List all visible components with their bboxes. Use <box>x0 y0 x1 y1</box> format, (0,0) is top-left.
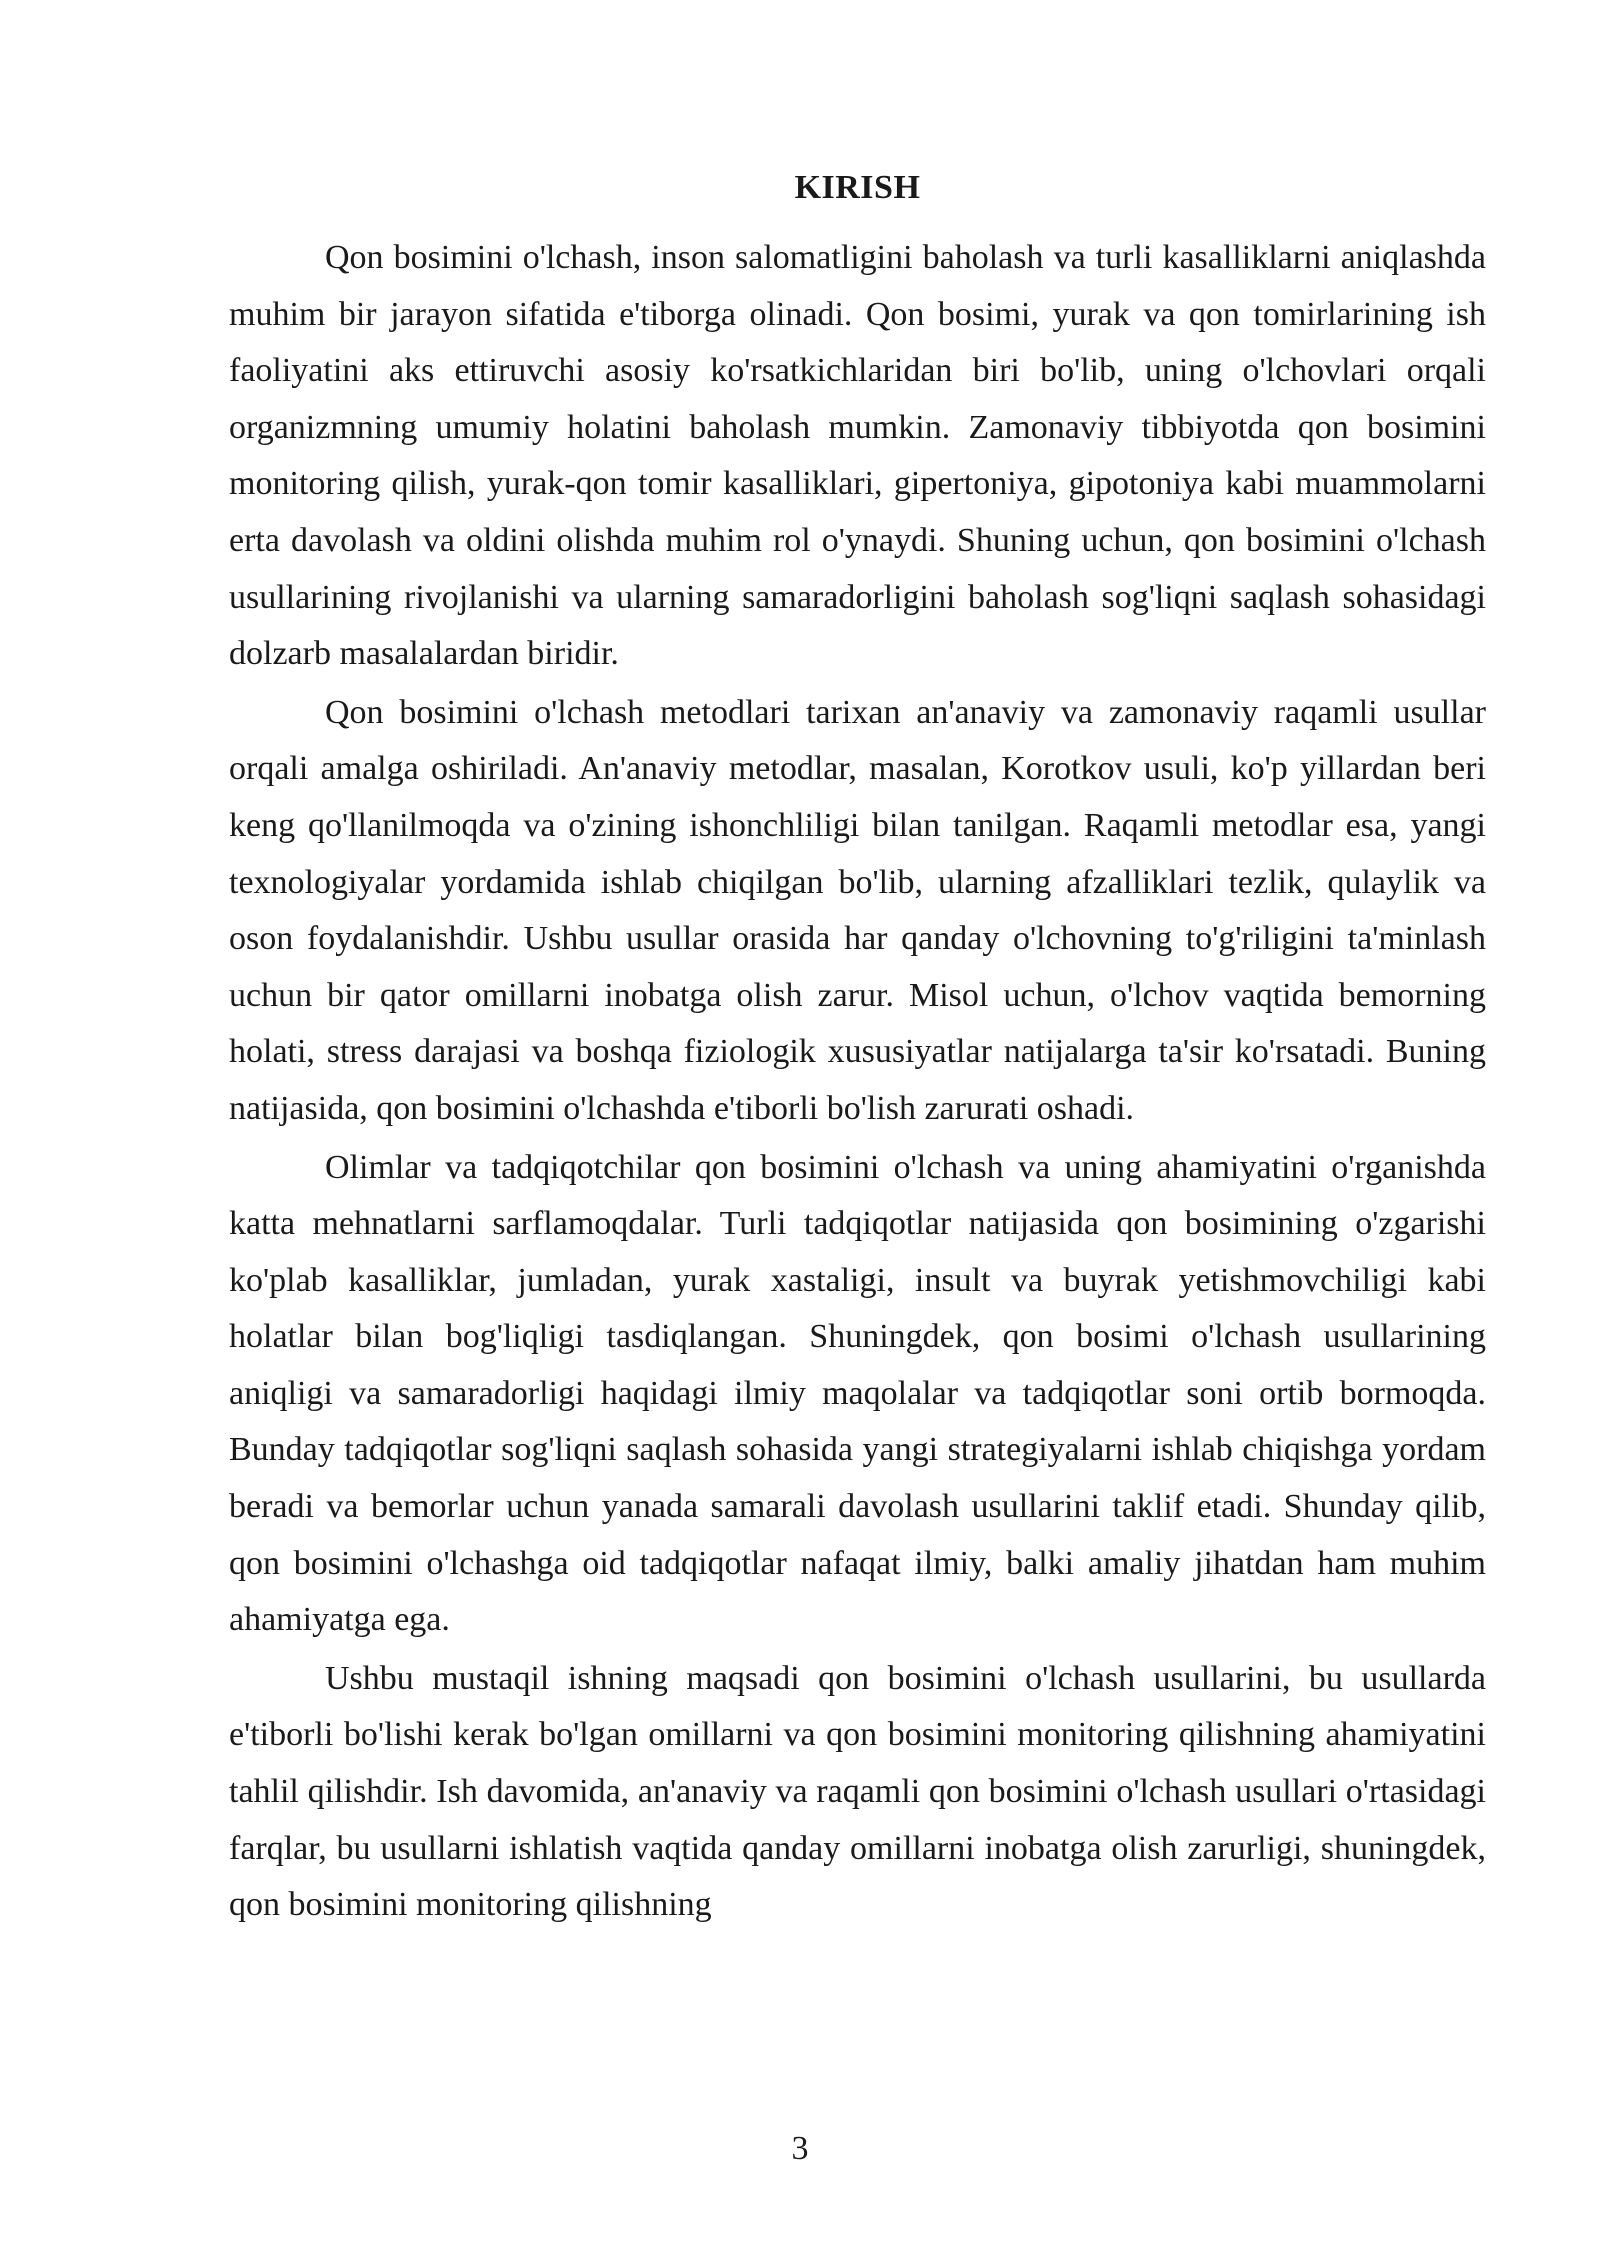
paragraph-3: Olimlar va tadqiqotchilar qon bosimini o'lchash va uning ahamiyatini o'rganishda katta mehnatlarni sarflamoqdalar. Turli tadqiqotlar natijasida qon bosimining o'zgarishi ko'plab kasalliklar, jumladan, yurak xastaligi, insult va buyrak yetishmovchiligi kabi holatlar bilan bog'liqligi tasdiqlangan. Shuningdek, qon bosimi o'lchash usullarining aniqligi va samaradorligi haqidagi ilmiy maqolalar va tadqiqotlar soni ortib bormoqda. Bunday tadqiqotlar sog'liqni saqlash sohasida yangi strategiyalarni ishlab chiqishga yordam beradi va bemorlar uchun yanada samarali davolash usullarini taklif etadi. Shunday qilib, qon bosimini o'lchashga oid tadqiqotlar nafaqat ilmiy, balki amaliy jihatdan ham muhim ahamiyatga ega. <box>229 1148 1486 1639</box>
page-number: 3 <box>791 2130 809 2167</box>
paragraph-1: Qon bosimini o'lchash, inson salomatligini baholash va turli kasalliklarni aniqlashda muhim bir jarayon sifatida e'tiborga olinadi. Qon bosimi, yurak va qon tomirlarining ish faoliyatini aks ettiruvchi asosiy ko'rsatkichlaridan biri bo'lib, uning o'lchovlari orqali organizmning umumiy holatini baholash mumkin. Zamonaviy tibbiyotda qon bosimini monitoring qilish, yurak-qon tomir kasalliklari, gipertoniya, gipotoniya kabi muammolarni erta davolash va oldini olishda muhim rol o'ynaydi. Shuning uchun, qon bosimini o'lchash usullarining rivojlanishi va ularning samaradorligini baholash sog'liqni saqlash sohasidagi dolzarb masalalardan biridir. <box>229 239 1486 673</box>
paragraph-2: Qon bosimini o'lchash metodlari tarixan an'anaviy va zamonaviy raqamli usullar orqali amalga oshiriladi. An'anaviy metodlar, masalan, Korotkov usuli, ko'p yillardan beri keng qo'llanilmoqda va o'zining ishonchliligi bilan tanilgan. Raqamli metodlar esa, yangi texnologiyalar yordamida ishlab chiqilgan bo'lib, ularning afzalliklari tezlik, qulaylik va oson foydalanishdir. Ushbu usullar orasida har qanday o'lchovning to'g'riligini ta'minlash uchun bir qator omillarni inobatga olish zarur. Misol uchun, o'lchov vaqtida bemorning holati, stress darajasi va boshqa fiziologik xususiyatlar natijalarga ta'sir ko'rsatadi. Buning natijasida, qon bosimini o'lchashda e'tiborli bo'lish zarurati oshadi. <box>229 693 1486 1127</box>
section-title: KIRISH <box>794 169 921 206</box>
paragraph-4: Ushbu mustaqil ishning maqsadi qon bosimini o'lchash usullarini, bu usullarda e'tiborli bo'lishi kerak bo'lgan omillarni va qon bosimini monitoring qilishning ahamiyatini tahlil qilishdir. Ish davomida, an'anaviy va raqamli qon bosimini o'lchash usullari o'rtasidagi farqlar, bu usullarni ishlatish vaqtida qanday omillarni inobatga olish zarurligi, shuningdek, qon bosimini monitoring qilishning <box>229 1659 1486 1924</box>
page-content <box>229 160 1486 1936</box>
